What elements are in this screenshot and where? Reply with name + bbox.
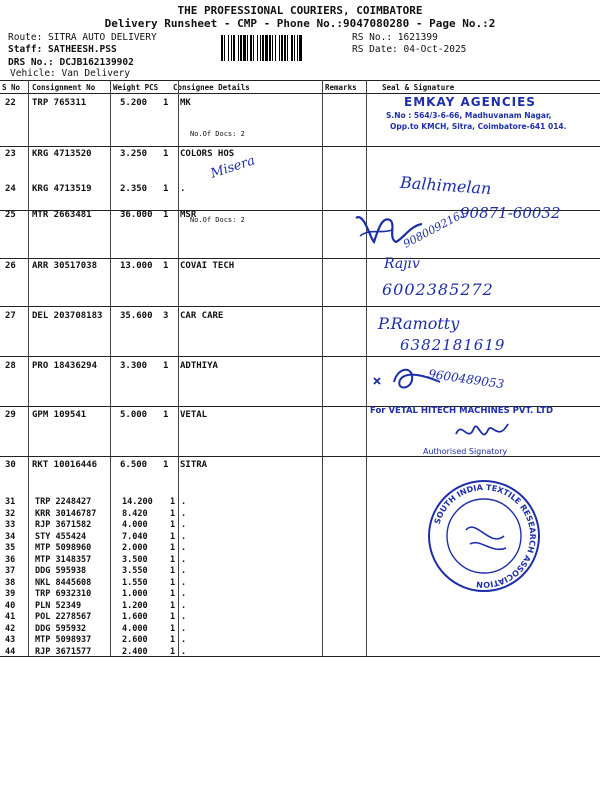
row-consignment-no: RKT 10016446: [32, 460, 98, 470]
row-consignment-no: RJP 3671582: [35, 520, 92, 530]
row-sno: 36: [5, 554, 16, 565]
round-seal: [426, 478, 542, 594]
col-divider: [178, 80, 179, 656]
row-consignee: .: [181, 566, 187, 576]
col-remarks: Remarks: [325, 83, 357, 92]
barcode-bar: [284, 35, 286, 61]
row-consignee: .: [181, 520, 187, 530]
row-separator: [0, 306, 600, 307]
col-divider: [366, 80, 367, 656]
row-separator: [0, 356, 600, 357]
signature-row26-phone: 6002385272: [382, 280, 494, 299]
row-consignee: .: [181, 554, 187, 565]
signature-misera: Misera: [208, 153, 258, 182]
barcode-bar: [233, 35, 235, 61]
row-weight: 4.000: [122, 520, 148, 530]
barcode-bar: [281, 35, 283, 61]
row-consignee: SITRA: [180, 460, 208, 470]
row-consignment-no: DDG 595938: [35, 566, 87, 576]
row-consignment-no: TRP 765311: [32, 98, 87, 108]
row-consignee: .: [181, 508, 187, 519]
row-consignee: .: [181, 531, 187, 542]
barcode-bar: [294, 35, 295, 61]
row-sno: 44: [5, 646, 16, 657]
row-consignee: .: [180, 184, 186, 194]
row-consignee: .: [181, 623, 187, 634]
row-consignment-no: KRG 4713519: [32, 184, 92, 194]
row-consignee: CAR CARE: [180, 311, 224, 321]
row-pcs: 1: [170, 520, 176, 530]
row-sno: 25: [5, 210, 16, 220]
row-pcs: 1: [163, 361, 169, 371]
row-consignment-no: NKL 8445608: [35, 577, 92, 588]
row-weight: 1.000: [122, 589, 148, 599]
col-seal-signature: Seal & Signature: [382, 83, 455, 92]
row-weight: 3.500: [122, 554, 148, 565]
barcode-bar: [269, 35, 271, 61]
barcode-bar: [221, 35, 223, 61]
row-consignee: MSR: [180, 210, 197, 220]
row-pcs: 1: [170, 531, 176, 542]
row-weight: 1.550: [122, 577, 148, 588]
row-consignment-no: PRO 18436294: [32, 361, 98, 371]
signature-row26-name: Rajiv: [384, 256, 420, 272]
row-consignee: .: [181, 600, 187, 611]
row-pcs: 1: [163, 149, 169, 159]
row-consignee: MK: [180, 98, 191, 108]
row-consignment-no: GPM 109541: [32, 410, 87, 420]
row-consignment-no: POL 2278567: [35, 612, 92, 622]
barcode-bar: [260, 35, 261, 61]
row-sno: 37: [5, 566, 16, 576]
row-sno: 26: [5, 261, 16, 271]
emkay-stamp-name: EMKAY AGENCIES: [404, 95, 536, 109]
vehicle-label: Vehicle: Van Delivery: [10, 68, 131, 79]
row-weight: 3.300: [120, 361, 148, 371]
barcode-bar: [247, 35, 248, 61]
row-separator: [0, 456, 600, 457]
row-consignee: ADTHIYA: [180, 361, 218, 371]
row-consignee: .: [181, 646, 187, 657]
col-divider: [322, 80, 323, 656]
col-sno: S No: [2, 83, 21, 92]
row-consignment-no: TRP 6932310: [35, 589, 92, 599]
row-weight: 3.250: [120, 149, 148, 159]
row-consignee: COLORS HOS: [180, 149, 235, 159]
row-pcs: 1: [170, 635, 176, 645]
row-pcs: 1: [170, 577, 176, 588]
row-sno: 42: [5, 623, 16, 634]
row-pcs: 1: [170, 508, 176, 519]
barcode-bar: [253, 35, 254, 61]
authorised-signatory: Authorised Signatory: [423, 447, 508, 456]
row-consignee: .: [181, 635, 187, 645]
col-weight-pcs: Weight PCS: [113, 83, 159, 92]
row-sno: 38: [5, 577, 16, 588]
row-sno: 41: [5, 612, 16, 622]
row-weight: 5.000: [120, 410, 148, 420]
row-weight: 6.500: [120, 460, 148, 470]
row-separator: [0, 258, 600, 259]
emkay-stamp-line2: Opp.to KMCH, Sitra, Coimbatore-641 014.: [390, 122, 567, 131]
row-weight: 2.400: [122, 646, 148, 657]
row-pcs: 1: [163, 210, 169, 220]
row-weight: 13.000: [120, 261, 153, 271]
row-consignment-no: RJP 3671577: [35, 646, 92, 657]
row-pcs: 1: [170, 497, 176, 507]
row-pcs: 1: [170, 612, 176, 622]
row-consignment-no: KRG 4713520: [32, 149, 92, 159]
row-consignee: .: [181, 589, 187, 599]
row-sno: 40: [5, 600, 16, 611]
signature-row24-name: Balhimelan: [399, 172, 492, 199]
row-consignee: .: [181, 543, 187, 553]
barcode-image: [221, 35, 345, 61]
barcode-bar: [287, 35, 288, 61]
row-consignee: COVAI TECH: [180, 261, 235, 271]
barcode-bar: [240, 35, 242, 61]
row-consignment-no: DEL 203708183: [32, 311, 103, 321]
row-sno: 39: [5, 589, 16, 599]
row-pcs: 1: [170, 623, 176, 634]
row-sno: 22: [5, 98, 16, 108]
drs-number: DRS No.: DCJB162139902: [8, 57, 134, 68]
row-weight: 14.200: [122, 497, 153, 507]
row-pcs: 1: [170, 566, 176, 576]
row-sno: 33: [5, 520, 16, 530]
barcode-bar: [224, 35, 225, 61]
row-sno: 28: [5, 361, 16, 371]
barcode-bar: [262, 35, 264, 61]
row-weight: 1.200: [122, 600, 148, 611]
route-label: Route: SITRA AUTO DELIVERY: [8, 32, 157, 43]
runsheet-subtitle: Delivery Runsheet - CMP - Phone No.:9047080280 - Page No.:2: [104, 17, 496, 30]
row-weight: 5.200: [120, 98, 148, 108]
rs-date: RS Date: 04-Oct-2025: [352, 44, 467, 55]
row-sno: 29: [5, 410, 16, 420]
col-consignee: Consignee Details: [173, 83, 250, 92]
company-title: THE PROFESSIONAL COURIERS, COIMBATORE: [177, 4, 423, 17]
barcode-bar: [291, 35, 293, 61]
row-sno: 23: [5, 149, 16, 159]
row-consignment-no: KRR 30146787: [35, 508, 97, 519]
barcode-bar: [250, 35, 252, 61]
row-sno: 32: [5, 508, 16, 519]
rs-number: RS No.: 1621399: [352, 32, 438, 43]
row-consignment-no: MTP 3148357: [35, 554, 92, 565]
row-pcs: 1: [170, 646, 176, 657]
row-separator: [0, 146, 600, 147]
row-weight: 36.000: [120, 210, 153, 220]
barcode-bar: [265, 35, 268, 61]
row-pcs: 1: [163, 261, 169, 271]
row-pcs: 1: [170, 589, 176, 599]
row-pcs: 1: [170, 543, 176, 553]
barcode-bar: [297, 35, 298, 61]
row-docs-count: No.Of Docs: 2: [190, 216, 245, 224]
row-weight: 2.000: [122, 543, 148, 553]
row-weight: 7.040: [122, 531, 148, 542]
signature-row27-phone: 6382181619: [400, 336, 506, 354]
row-consignee: .: [181, 497, 187, 507]
row-pcs: 1: [163, 460, 169, 470]
table-bottom-rule: [0, 656, 600, 657]
row-sno: 43: [5, 635, 16, 645]
row-sno: 27: [5, 311, 16, 321]
round-seal-text: SOUTH INDIA TEXTILE RESEARCH ASSOCIATION: [432, 482, 538, 590]
row-weight: 2.600: [122, 635, 148, 645]
row-consignment-no: STY 455424: [35, 531, 87, 542]
row-consignment-no: TRP 2248427: [35, 497, 92, 507]
signature-row28-phone: 9600489053: [427, 366, 505, 392]
row-pcs: 1: [163, 98, 169, 108]
emkay-stamp-line1: S.No : 564/3-6-66, Madhuvanam Nagar,: [386, 111, 552, 120]
row-weight: 8.420: [122, 508, 148, 519]
barcode-bar: [257, 35, 258, 61]
row-consignment-no: MTP 5098937: [35, 635, 92, 645]
row-pcs: 3: [163, 311, 169, 321]
row-weight: 35.600: [120, 311, 153, 321]
table-top-rule: [0, 80, 600, 81]
row-pcs: 1: [170, 554, 176, 565]
row-pcs: 1: [163, 410, 169, 420]
row-consignment-no: DDG 595932: [35, 623, 87, 634]
row-consignment-no: MTR 2663481: [32, 210, 92, 220]
row-sno: 34: [5, 531, 16, 542]
signature-row25-phone: 9080092161: [401, 206, 469, 251]
row-sno: 30: [5, 460, 16, 470]
signature-row24-phone: 90871-60032: [460, 204, 561, 222]
row-weight: 1.600: [122, 612, 148, 622]
row-weight: 3.550: [122, 566, 148, 576]
barcode-bar: [272, 35, 273, 61]
barcode-bar: [275, 35, 276, 61]
row-weight: 2.350: [120, 184, 148, 194]
row-sno: 31: [5, 497, 16, 507]
row-consignee: .: [181, 612, 187, 622]
row-consignee: .: [181, 577, 187, 588]
barcode-bar: [231, 35, 232, 61]
col-consignment: Consignment No: [32, 83, 96, 92]
barcode-bar: [299, 35, 302, 61]
row-weight: 4.000: [122, 623, 148, 634]
signature-row29-scribble: [452, 414, 512, 450]
col-divider: [28, 80, 29, 656]
row-consignment-no: MTP 5098960: [35, 543, 92, 553]
row-consignment-no: ARR 30517038: [32, 261, 98, 271]
row-pcs: 1: [163, 184, 169, 194]
row-consignee: VETAL: [180, 410, 208, 420]
signature-row27-name: P.Ramotty: [378, 314, 460, 333]
barcode-bar: [279, 35, 280, 61]
row-pcs: 1: [170, 600, 176, 611]
vetal-stamp: For VETAL HITECH MACHINES PVT. LTD: [370, 406, 554, 416]
barcode-bar: [243, 35, 246, 61]
barcode-bar: [238, 35, 239, 61]
row-sno: 35: [5, 543, 16, 553]
barcode-bar: [228, 35, 229, 61]
col-divider: [110, 80, 111, 656]
row-docs-count: No.Of Docs: 2: [190, 130, 245, 138]
table-header-rule: [0, 93, 600, 94]
staff-label: Staff: SATHEESH.PSS: [8, 44, 117, 55]
row-sno: 24: [5, 184, 16, 194]
row-consignment-no: PLN 52349: [35, 600, 82, 611]
